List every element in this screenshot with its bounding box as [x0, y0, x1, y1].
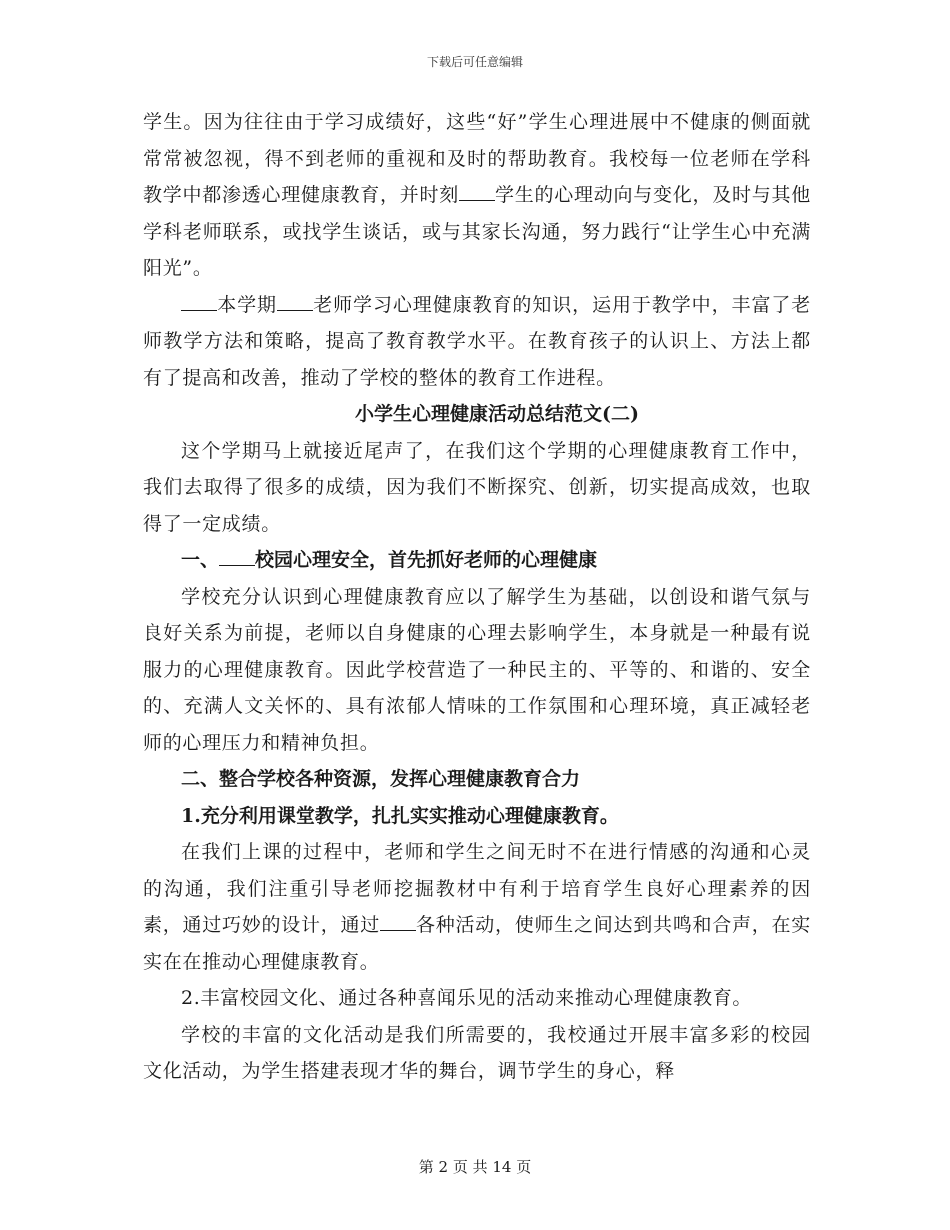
paragraph-5-text-b: 各种活动，使师生之间达到共鸣和合声，在实实在在推动心理健康教育。 [143, 914, 811, 973]
paragraph-6: 2.丰富校园文化、通过各种喜闻乐见的活动来推动心理健康教育。 [181, 987, 753, 1009]
paragraph-4: 学校充分认识到心理健康教育应以了解学生为基础，以创设和谐气氛与良好关系为前提，老师以自身健康的心理去影响学生，本身就是一种最有说服力的心理健康教育。因此学校营造了一种民主的、平等的、和谐的、安全的、充满人文关怀的、具有浓郁人情味的工作氛围和心理环境，真正减轻老师的心理压力和精神负担。 [143, 585, 811, 754]
fill-blank [277, 292, 313, 311]
document-body [143, 104, 811, 1090]
paragraph-1 [143, 104, 811, 287]
fill-blank [181, 292, 217, 311]
paragraph-7: 学校的丰富的文化活动是我们所需要的，我校通过开展丰富多彩的校园文化活动，为学生搭建表现才华的舞台，调节学生的身心，释 [143, 1023, 811, 1082]
heading-1-number: 一、 [181, 549, 220, 571]
heading-2: 二、整合学校各种资源，发挥心理健康教育合力 [181, 768, 581, 790]
fill-blank [380, 912, 416, 931]
heading-3: 1.充分利用课堂教学，扎扎实实推动心理健康教育。 [181, 804, 619, 827]
paragraph-1-text-b: 学生的心理动向与变化，及时与其他学科老师联系，或找学生谈话，或与其家长沟通，努力践行“让学生心中充满阳光”。 [143, 184, 811, 279]
paragraph-2 [143, 287, 811, 397]
paragraph-2-text-a: 本学期 [217, 293, 277, 316]
paragraph-1-text-a: 学生。因为往往由于学习成绩好，这些“好”学生心理进展中不健康的侧面就常常被忽视，得不到老师的重视和及时的帮助教育。我校每一位老师在学科教学中都渗透心理健康教育，并时刻 [143, 111, 811, 206]
heading-1 [143, 542, 811, 579]
paragraph-3: 这个学期马上就接近尾声了，在我们这个学期的心理健康教育工作中，我们去取得了很多的成绩，因为我们不断探究、创新，切实提高成效，也取得了一定成绩。 [143, 439, 811, 535]
heading-1-text: 校园心理安全，首先抓好老师的心理健康 [255, 549, 598, 571]
paragraph-2-text-b: 老师学习心理健康教育的知识，运用于教学中，丰富了老师教学方法和策略，提高了教育教学水平。在教育孩子的认识上、方法上都有了提高和改善，推动了学校的整体的教育工作进程。 [143, 293, 811, 389]
page-footer: 第 2 页 共 14 页 [418, 1158, 532, 1176]
fill-blank [459, 182, 495, 201]
paragraph-5-text-a: 在我们上课的过程中，老师和学生之间无时不在进行情感的沟通和心灵的沟通，我们注重引导老师挖掘教材中有利于培育学生良好心理素养的因素，通过巧妙的设计，通过 [143, 841, 811, 936]
header-note: 下载后可任意编辑 [426, 55, 523, 69]
section-title: 小学生心理健康活动总结范文(二) [355, 403, 639, 425]
paragraph-5 [143, 834, 811, 980]
fill-blank [219, 547, 255, 566]
